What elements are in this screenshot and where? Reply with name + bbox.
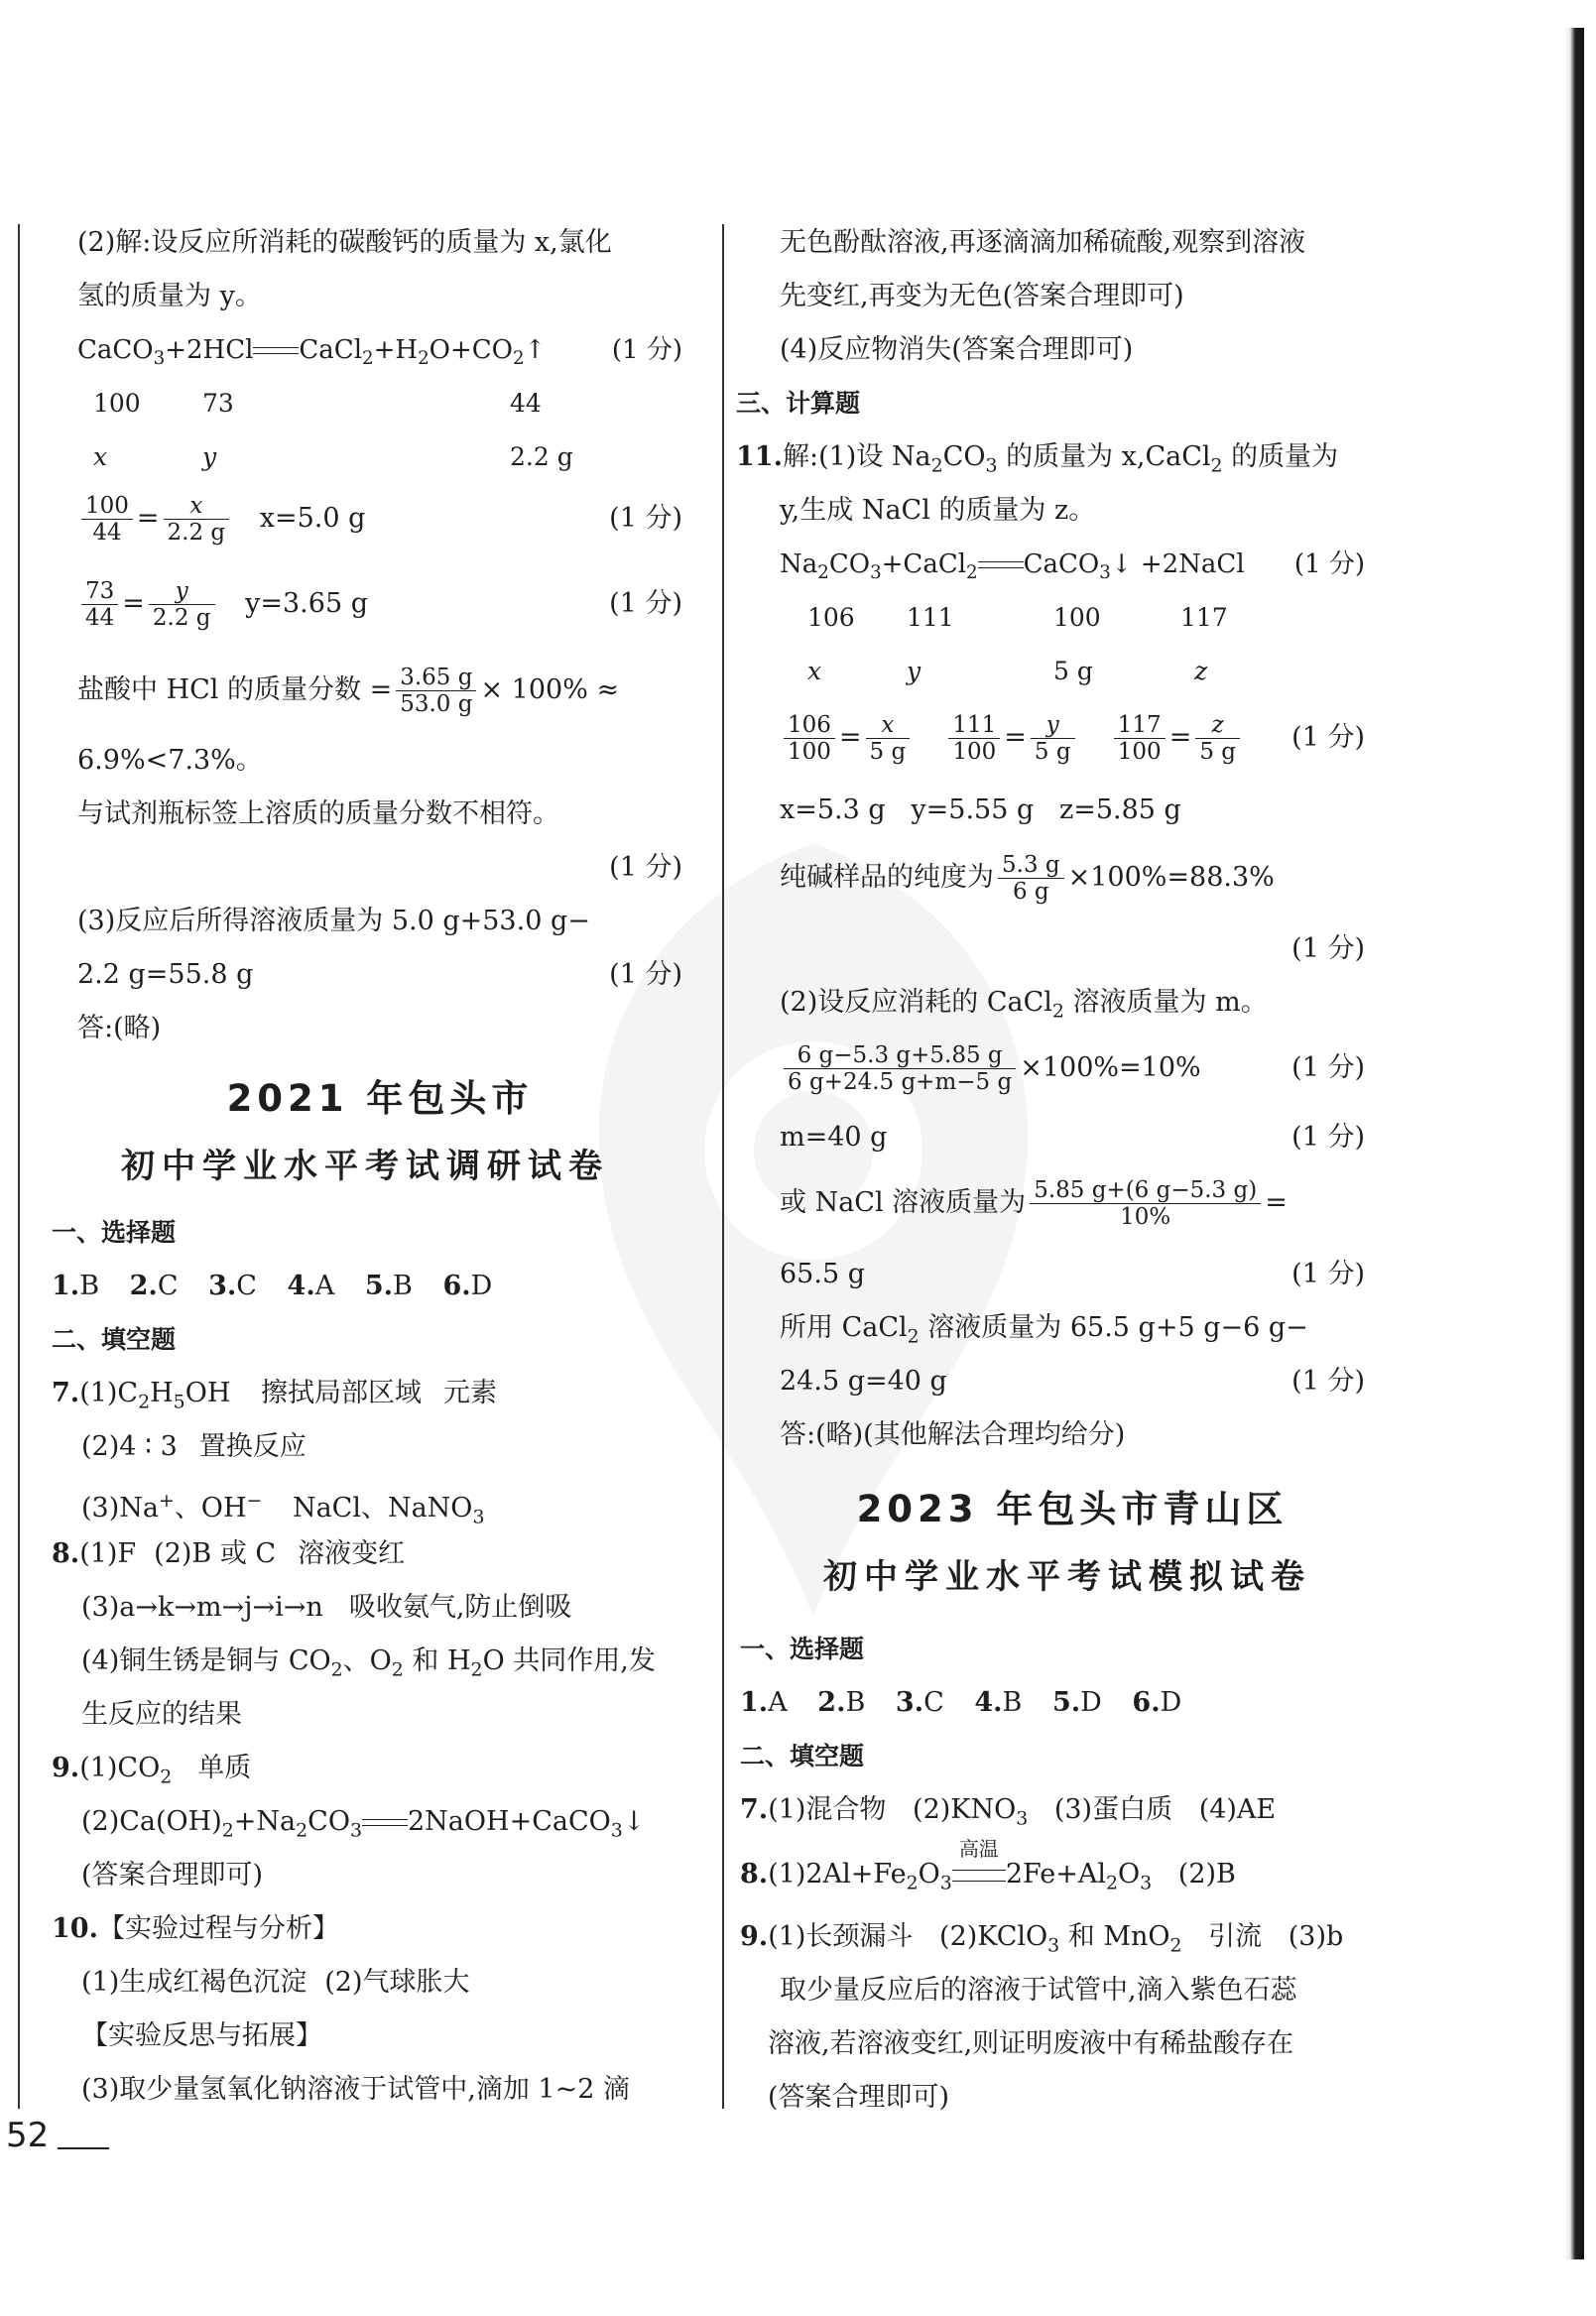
text-line: 6.9%<7.3%。: [77, 745, 263, 776]
q9-line3: (答案合理即可): [81, 1860, 264, 1890]
left-margin-rule: [18, 224, 20, 2109]
section-title: 2021 年包头市: [226, 1077, 534, 1120]
q8: $8.(1)2Al+Fe_2O_3$ 高温 $2Fe+Al_2O_3$ (2)B: [740, 1837, 1236, 1894]
proportion-y: $\frac{73}{44}$ = $\frac{y}{2.2 g}$ y=3.65 g (1 分): [77, 569, 682, 639]
mass-fraction: 盐酸中 HCl 的质量分数 = $\frac{3.65 g}{53.0 g}$ × 100% ≈: [77, 665, 620, 717]
text-line: (3)反应后所得溶液质量为 5.0 g+53.0 g−: [77, 906, 590, 936]
q8-line4: 生反应的结果: [81, 1699, 242, 1730]
text-line: (2)解:设反应所消耗的碳酸钙的质量为 x,氯化: [77, 227, 612, 258]
answer: 答:(略)(其他解法合理均给分): [780, 1419, 1126, 1450]
q7: 7.(1)混合物 $(2)KNO_3$ (3)蛋白质 (4)AE: [740, 1794, 1277, 1830]
score-line: (1 分): [609, 852, 682, 883]
alt-result: 65.5 g (1 分): [780, 1259, 1365, 1289]
q10-line1: 10.【实验过程与分析】: [52, 1913, 339, 1944]
q8-line2: (3)a→k→m→j→i→n 吸收氨气,防止倒吸: [81, 1592, 572, 1623]
equation: CaCO$_3$+2HCl $CaCl_2+H_2O+CO_2↑$ (1 分): [77, 323, 682, 377]
section-heading: 二、填空题: [52, 1325, 177, 1354]
score-line: (1 分): [1291, 933, 1365, 964]
q9-line2: 取少量反应后的溶液于试管中,滴入紫色石蕊: [780, 1975, 1297, 2006]
alt-method: 或 NaCl 溶液质量为 $\frac{5.85 g+(6 g-5.3 g)}{10\%}$ =: [780, 1177, 1288, 1230]
text-line: 无色酚酞溶液,再逐滴滴加稀硫酸,观察到溶液: [780, 227, 1306, 258]
text-line: (4)反应物消失(答案合理即可): [780, 334, 1134, 365]
q10-line4: (3)取少量氢氧化钠溶液于试管中,滴加 1~2 滴: [81, 2074, 630, 2105]
q10-line3: 【实验反思与拓展】: [81, 2020, 322, 2051]
scan-edge: [1564, 28, 1584, 2259]
proportions: $\frac{106}{100}$ = $\frac{x}{5 g}$ $\frac{111}{100}$ = $\frac{y}{5 g}$ $\frac{117}{100}$ = $\frac{z}{5 g}$ (1 分): [780, 702, 1365, 774]
text-line: 先变红,再变为无色(答案合理即可): [780, 281, 1184, 311]
q9-line4: (答案合理即可): [768, 2082, 950, 2113]
text-line: 2.2 g=55.8 g (1 分): [77, 959, 682, 990]
q7-line2: (2)4 ∶ 3 置换反应: [81, 1431, 307, 1462]
answer: 答:(略): [77, 1013, 162, 1043]
q9-line1: $9.(1)CO_2$ 单质: [52, 1753, 252, 1788]
mass-row: 100 73 44: [93, 389, 542, 418]
section-subtitle: 初中学业水平考试调研试卷: [121, 1147, 609, 1186]
q10-line2: (1)生成红褐色沉淀 (2)气球胀大: [81, 1967, 470, 1998]
equation: $Na_2CO_3+CaCl_2$ CaCO$_3$↓ +2NaCl (1 分): [780, 538, 1365, 591]
text-line: 与试剂瓶标签上溶质的质量分数不相符。: [77, 798, 559, 829]
mc-answers: 1.A 2.B 3.C 4.B 5.D 6.D: [740, 1687, 1182, 1718]
q8-line3: (4)铜生锈是铜与 $CO_2$、$O_2$ 和 $H_2O$ 共同作用,发: [81, 1646, 656, 1681]
section-heading: 三、计算题: [736, 389, 861, 418]
q9-line1: 9.(1)长颈漏斗 (2)KClO$_3$ 和 MnO$_2$ 引流 (3)b: [740, 1921, 1344, 1957]
section-subtitle: 初中学业水平考试模拟试卷: [823, 1557, 1311, 1597]
q8-line1: 8.(1)F (2)B 或 C 溶液变红: [52, 1538, 406, 1569]
page-number-rule: [58, 2147, 109, 2149]
m-result: m=40 g (1 分): [780, 1122, 1365, 1153]
q7-line1: $7.(1)C_2H_5OH$ 擦拭局部区域 元素: [52, 1378, 497, 1413]
section-heading: 一、选择题: [52, 1218, 177, 1247]
mass-row: 106 111 100 117: [807, 603, 1228, 632]
q11-part2: (2)设反应消耗的 CaCl$_2$ 溶液质量为 m。: [780, 987, 1268, 1023]
variable-row: x y 2.2 g: [93, 442, 573, 471]
q11-line1: 11.解:(1)设 $Na_2CO_3$ 的质量为 x,CaCl$_2$ 的质量为: [736, 441, 1339, 477]
mass-equation: $\frac{6 g-5.3 g+5.85 g}{6 g+24.5 g+m-5 g}$ ×100%=10% (1 分): [780, 1032, 1365, 1105]
q9-line3: 溶液,若溶液变红,则证明废液中有稀盐酸存在: [768, 2028, 1294, 2059]
q11-line2: y,生成 NaCl 的质量为 z。: [780, 495, 1096, 526]
used-line2: 24.5 g=40 g (1 分): [780, 1366, 1365, 1397]
proportion-x: $\frac{100}{44}$ = $\frac{x}{2.2 g}$ x=5.0 g (1 分): [77, 484, 682, 553]
score: (1 分): [611, 335, 682, 365]
section-heading: 二、填空题: [740, 1742, 865, 1770]
page-number: 52: [6, 2116, 50, 2155]
section-heading: 一、选择题: [740, 1635, 865, 1663]
q9-line2: $(2)Ca(OH)_2+Na_2CO_3$ 2NaOH+CaCO$_3$↓: [81, 1795, 682, 1849]
used-line1: 所用 CaCl$_2$ 溶液质量为 65.5 g+5 g−6 g−: [780, 1312, 1308, 1348]
purity: 纯碱样品的纯度为 $\frac{5.3 g}{6 g}$ ×100%=88.3%: [780, 852, 1275, 905]
mc-answers: 1.B 2.C 3.C 4.A 5.B 6.D: [52, 1271, 493, 1301]
q7-line3: (3)Na+、OH− NaCl、NaNO$_3$: [81, 1490, 485, 1528]
section-title: 2023 年包头市青山区: [856, 1488, 1289, 1530]
text-line: 氢的质量为 y。: [77, 281, 262, 311]
column-divider: [722, 224, 724, 2109]
results: x=5.3 g y=5.55 g z=5.85 g: [780, 794, 1181, 825]
variable-row: x y 5 g z: [807, 657, 1208, 685]
